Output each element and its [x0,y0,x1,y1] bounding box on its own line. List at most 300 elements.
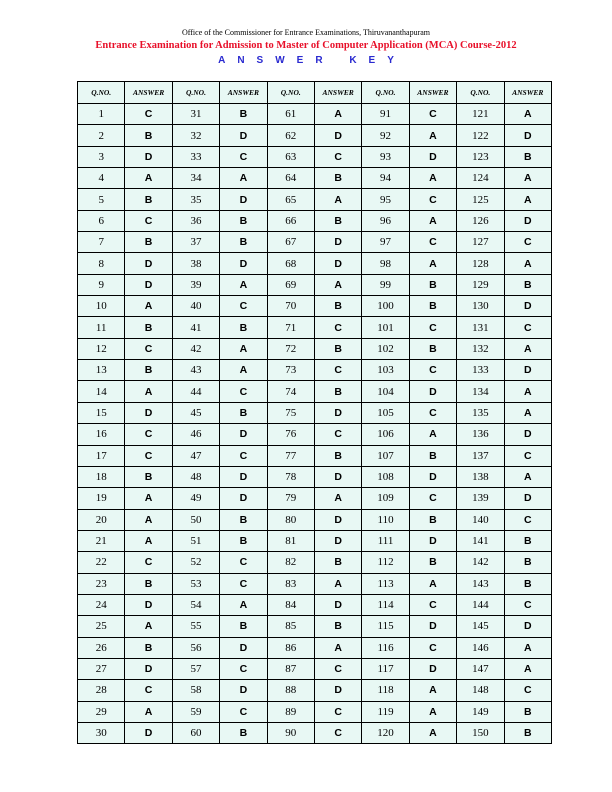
column-header-qno: Q.NO. [362,82,409,104]
question-number-cell: 64 [267,168,314,189]
answer-cell: A [504,658,551,679]
question-number-cell: 16 [78,424,125,445]
question-number-cell: 110 [362,509,409,530]
question-number-cell: 8 [78,253,125,274]
answer-cell: B [409,296,456,317]
question-number-cell: 129 [457,274,504,295]
question-number-cell: 54 [172,594,219,615]
answer-cell: B [220,722,267,743]
answer-cell: C [220,296,267,317]
question-number-cell: 36 [172,210,219,231]
answer-cell: B [125,125,172,146]
answer-cell: A [504,168,551,189]
question-number-cell: 58 [172,680,219,701]
answer-cell: C [125,104,172,125]
question-number-cell: 21 [78,530,125,551]
answer-cell: C [220,573,267,594]
answer-cell: A [125,381,172,402]
question-number-cell: 86 [267,637,314,658]
question-number-cell: 116 [362,637,409,658]
table-row [78,189,552,210]
question-number-cell: 84 [267,594,314,615]
column-header-qno: Q.NO. [172,82,219,104]
answer-cell: B [409,552,456,573]
answer-cell: A [504,381,551,402]
question-number-cell: 1 [78,104,125,125]
question-number-cell: 73 [267,360,314,381]
table-row [78,445,552,466]
question-number-cell: 37 [172,232,219,253]
answer-cell: C [314,146,361,167]
column-header-answer: ANSWER [314,82,361,104]
question-number-cell: 15 [78,402,125,423]
answer-cell: C [220,701,267,722]
answer-cell: C [314,360,361,381]
question-number-cell: 141 [457,530,504,551]
question-number-cell: 143 [457,573,504,594]
question-number-cell: 40 [172,296,219,317]
answer-cell: B [504,146,551,167]
question-number-cell: 146 [457,637,504,658]
question-number-cell: 45 [172,402,219,423]
answer-cell: A [125,701,172,722]
table-row [78,104,552,125]
question-number-cell: 102 [362,338,409,359]
question-number-cell: 55 [172,616,219,637]
answer-cell: B [504,701,551,722]
question-number-cell: 95 [362,189,409,210]
question-number-cell: 48 [172,466,219,487]
question-number-cell: 138 [457,466,504,487]
table-row [78,296,552,317]
question-number-cell: 68 [267,253,314,274]
answer-cell: A [314,637,361,658]
answer-cell: B [125,232,172,253]
question-number-cell: 106 [362,424,409,445]
answer-cell: C [314,317,361,338]
answer-cell: C [220,146,267,167]
answer-cell: C [314,658,361,679]
question-number-cell: 69 [267,274,314,295]
question-number-cell: 104 [362,381,409,402]
answer-cell: B [220,232,267,253]
answer-cell: A [220,168,267,189]
office-name: Office of the Commissioner for Entrance Examinations, Thiruvananthapuram [181,28,431,37]
table-row [78,168,552,189]
question-number-cell: 10 [78,296,125,317]
answer-cell: D [125,722,172,743]
question-number-cell: 137 [457,445,504,466]
table-row [78,360,552,381]
question-number-cell: 57 [172,658,219,679]
answer-cell: B [409,445,456,466]
question-number-cell: 11 [78,317,125,338]
answer-cell: B [220,616,267,637]
question-number-cell: 76 [267,424,314,445]
answer-cell: B [220,509,267,530]
answer-cell: B [504,274,551,295]
question-number-cell: 126 [457,210,504,231]
answer-cell: C [409,488,456,509]
question-number-cell: 122 [457,125,504,146]
answer-cell: B [314,296,361,317]
answer-cell: A [504,253,551,274]
answer-cell: B [125,360,172,381]
question-number-cell: 90 [267,722,314,743]
answer-cell: B [125,573,172,594]
answer-cell: C [504,232,551,253]
question-number-cell: 53 [172,573,219,594]
table-row [78,253,552,274]
column-header-qno: Q.NO. [78,82,125,104]
table-row [78,317,552,338]
question-number-cell: 9 [78,274,125,295]
question-number-cell: 2 [78,125,125,146]
table-row [78,232,552,253]
answer-cell: C [504,509,551,530]
answer-cell: A [504,402,551,423]
question-number-cell: 77 [267,445,314,466]
question-number-cell: 134 [457,381,504,402]
question-number-cell: 144 [457,594,504,615]
column-header-answer: ANSWER [125,82,172,104]
answer-cell: C [314,722,361,743]
question-number-cell: 92 [362,125,409,146]
question-number-cell: 120 [362,722,409,743]
question-number-cell: 28 [78,680,125,701]
table-row [78,424,552,445]
table-row [78,210,552,231]
table-row [78,594,552,615]
question-number-cell: 46 [172,424,219,445]
answer-cell: A [409,125,456,146]
answer-cell: A [409,168,456,189]
question-number-cell: 26 [78,637,125,658]
question-number-cell: 98 [362,253,409,274]
question-number-cell: 119 [362,701,409,722]
question-number-cell: 27 [78,658,125,679]
table-row [78,509,552,530]
answer-cell: B [504,573,551,594]
answer-cell: A [409,701,456,722]
answer-cell: A [125,296,172,317]
answer-cell: B [314,381,361,402]
question-number-cell: 66 [267,210,314,231]
answer-cell: A [504,637,551,658]
question-number-cell: 78 [267,466,314,487]
answer-cell: A [504,104,551,125]
question-number-cell: 140 [457,509,504,530]
question-number-cell: 99 [362,274,409,295]
answer-cell: B [314,338,361,359]
question-number-cell: 88 [267,680,314,701]
question-number-cell: 132 [457,338,504,359]
question-number-cell: 33 [172,146,219,167]
question-number-cell: 127 [457,232,504,253]
question-number-cell: 112 [362,552,409,573]
answer-cell: C [125,680,172,701]
question-number-cell: 135 [457,402,504,423]
question-number-cell: 87 [267,658,314,679]
question-number-cell: 35 [172,189,219,210]
answer-cell: B [314,552,361,573]
answer-cell: A [125,488,172,509]
question-number-cell: 85 [267,616,314,637]
table-row [78,125,552,146]
answer-cell: D [125,402,172,423]
answer-cell: C [314,701,361,722]
question-number-cell: 93 [362,146,409,167]
answer-cell: C [504,317,551,338]
answer-cell: C [125,338,172,359]
question-number-cell: 3 [78,146,125,167]
answer-cell: B [125,317,172,338]
question-number-cell: 67 [267,232,314,253]
question-number-cell: 115 [362,616,409,637]
answer-cell: C [125,424,172,445]
answer-cell: D [220,253,267,274]
column-header-answer: ANSWER [220,82,267,104]
answer-cell: D [409,381,456,402]
column-header-qno: Q.NO. [267,82,314,104]
exam-title: Entrance Examination for Admission to Master of Computer Application (MCA) Course-2012 [95,40,517,51]
answer-cell: D [504,616,551,637]
answer-cell: D [220,189,267,210]
table-row [78,722,552,743]
answer-cell: B [125,637,172,658]
question-number-cell: 42 [172,338,219,359]
answer-cell: B [220,530,267,551]
question-number-cell: 19 [78,488,125,509]
question-number-cell: 24 [78,594,125,615]
answer-cell: B [409,274,456,295]
question-number-cell: 109 [362,488,409,509]
question-number-cell: 133 [457,360,504,381]
question-number-cell: 89 [267,701,314,722]
answer-cell: B [314,168,361,189]
answer-cell: D [125,253,172,274]
answer-cell: D [314,232,361,253]
question-number-cell: 31 [172,104,219,125]
answer-cell: A [125,616,172,637]
question-number-cell: 91 [362,104,409,125]
question-number-cell: 71 [267,317,314,338]
table-row [78,338,552,359]
answer-cell: A [314,274,361,295]
answer-cell: D [125,146,172,167]
answer-key-heading: ANSWER KEY [218,55,406,66]
question-number-cell: 118 [362,680,409,701]
answer-cell: C [409,232,456,253]
answer-cell: C [314,424,361,445]
answer-cell: D [314,125,361,146]
answer-cell: A [125,168,172,189]
answer-cell: A [409,210,456,231]
table-row [78,701,552,722]
answer-cell: D [504,424,551,445]
question-number-cell: 111 [362,530,409,551]
question-number-cell: 114 [362,594,409,615]
column-header-answer: ANSWER [504,82,551,104]
answer-cell: B [220,104,267,125]
answer-cell: C [409,189,456,210]
answer-cell: A [314,488,361,509]
answer-cell: A [125,509,172,530]
answer-cell: B [220,402,267,423]
answer-cell: A [220,274,267,295]
question-number-cell: 14 [78,381,125,402]
table-row [78,680,552,701]
answer-cell: C [220,658,267,679]
question-number-cell: 117 [362,658,409,679]
answer-cell: B [314,210,361,231]
question-number-cell: 41 [172,317,219,338]
question-number-cell: 52 [172,552,219,573]
answer-cell: D [125,594,172,615]
answer-cell: D [220,488,267,509]
question-number-cell: 96 [362,210,409,231]
question-number-cell: 121 [457,104,504,125]
question-number-cell: 18 [78,466,125,487]
answer-cell: B [125,466,172,487]
question-number-cell: 131 [457,317,504,338]
question-number-cell: 22 [78,552,125,573]
answer-cell: D [220,466,267,487]
question-number-cell: 32 [172,125,219,146]
question-number-cell: 61 [267,104,314,125]
question-number-cell: 51 [172,530,219,551]
question-number-cell: 38 [172,253,219,274]
question-number-cell: 82 [267,552,314,573]
question-number-cell: 97 [362,232,409,253]
answer-cell: D [314,530,361,551]
table-row [78,637,552,658]
question-number-cell: 147 [457,658,504,679]
answer-cell: A [314,104,361,125]
answer-cell: B [504,722,551,743]
answer-cell: B [125,189,172,210]
answer-cell: D [504,360,551,381]
answer-key-table [77,81,552,744]
question-number-cell: 60 [172,722,219,743]
answer-cell: D [125,658,172,679]
answer-cell: B [504,552,551,573]
question-number-cell: 128 [457,253,504,274]
table-row [78,658,552,679]
question-number-cell: 5 [78,189,125,210]
table-row [78,381,552,402]
answer-cell: A [220,338,267,359]
question-number-cell: 125 [457,189,504,210]
answer-cell: A [409,424,456,445]
answer-cell: D [409,530,456,551]
question-number-cell: 79 [267,488,314,509]
question-number-cell: 94 [362,168,409,189]
question-number-cell: 39 [172,274,219,295]
answer-cell: D [220,424,267,445]
answer-cell: C [409,104,456,125]
question-number-cell: 13 [78,360,125,381]
question-number-cell: 20 [78,509,125,530]
answer-cell: A [220,594,267,615]
answer-cell: A [409,722,456,743]
answer-cell: C [409,360,456,381]
answer-cell: D [220,680,267,701]
table-row [78,466,552,487]
answer-cell: C [220,552,267,573]
answer-cell: B [314,445,361,466]
answer-cell: A [409,253,456,274]
answer-cell: D [504,488,551,509]
question-number-cell: 23 [78,573,125,594]
answer-cell: D [409,466,456,487]
question-number-cell: 65 [267,189,314,210]
table-row [78,274,552,295]
answer-cell: D [314,402,361,423]
question-number-cell: 83 [267,573,314,594]
question-number-cell: 25 [78,616,125,637]
answer-cell: C [504,680,551,701]
question-number-cell: 7 [78,232,125,253]
answer-cell: C [125,210,172,231]
answer-cell: D [314,680,361,701]
answer-cell: D [504,296,551,317]
answer-cell: B [220,317,267,338]
answer-cell: C [125,552,172,573]
answer-cell: A [409,680,456,701]
answer-cell: A [504,466,551,487]
answer-cell: A [504,338,551,359]
answer-cell: A [504,189,551,210]
question-number-cell: 56 [172,637,219,658]
answer-cell: A [220,360,267,381]
answer-cell: D [314,253,361,274]
question-number-cell: 107 [362,445,409,466]
table-row [78,146,552,167]
question-number-cell: 148 [457,680,504,701]
question-number-cell: 103 [362,360,409,381]
question-number-cell: 74 [267,381,314,402]
answer-cell: D [314,466,361,487]
question-number-cell: 44 [172,381,219,402]
answer-cell: A [409,573,456,594]
table-row [78,488,552,509]
question-number-cell: 75 [267,402,314,423]
question-number-cell: 142 [457,552,504,573]
question-number-cell: 70 [267,296,314,317]
answer-cell: B [409,509,456,530]
answer-cell: D [409,616,456,637]
question-number-cell: 12 [78,338,125,359]
question-number-cell: 149 [457,701,504,722]
answer-cell: D [409,146,456,167]
table-row [78,402,552,423]
answer-cell: D [314,594,361,615]
question-number-cell: 150 [457,722,504,743]
answer-cell: C [409,317,456,338]
answer-cell: C [504,594,551,615]
question-number-cell: 145 [457,616,504,637]
question-number-cell: 124 [457,168,504,189]
answer-cell: B [220,210,267,231]
question-number-cell: 130 [457,296,504,317]
question-number-cell: 123 [457,146,504,167]
table-row [78,616,552,637]
answer-cell: D [220,637,267,658]
answer-cell: C [220,445,267,466]
question-number-cell: 17 [78,445,125,466]
page-header [0,28,612,67]
